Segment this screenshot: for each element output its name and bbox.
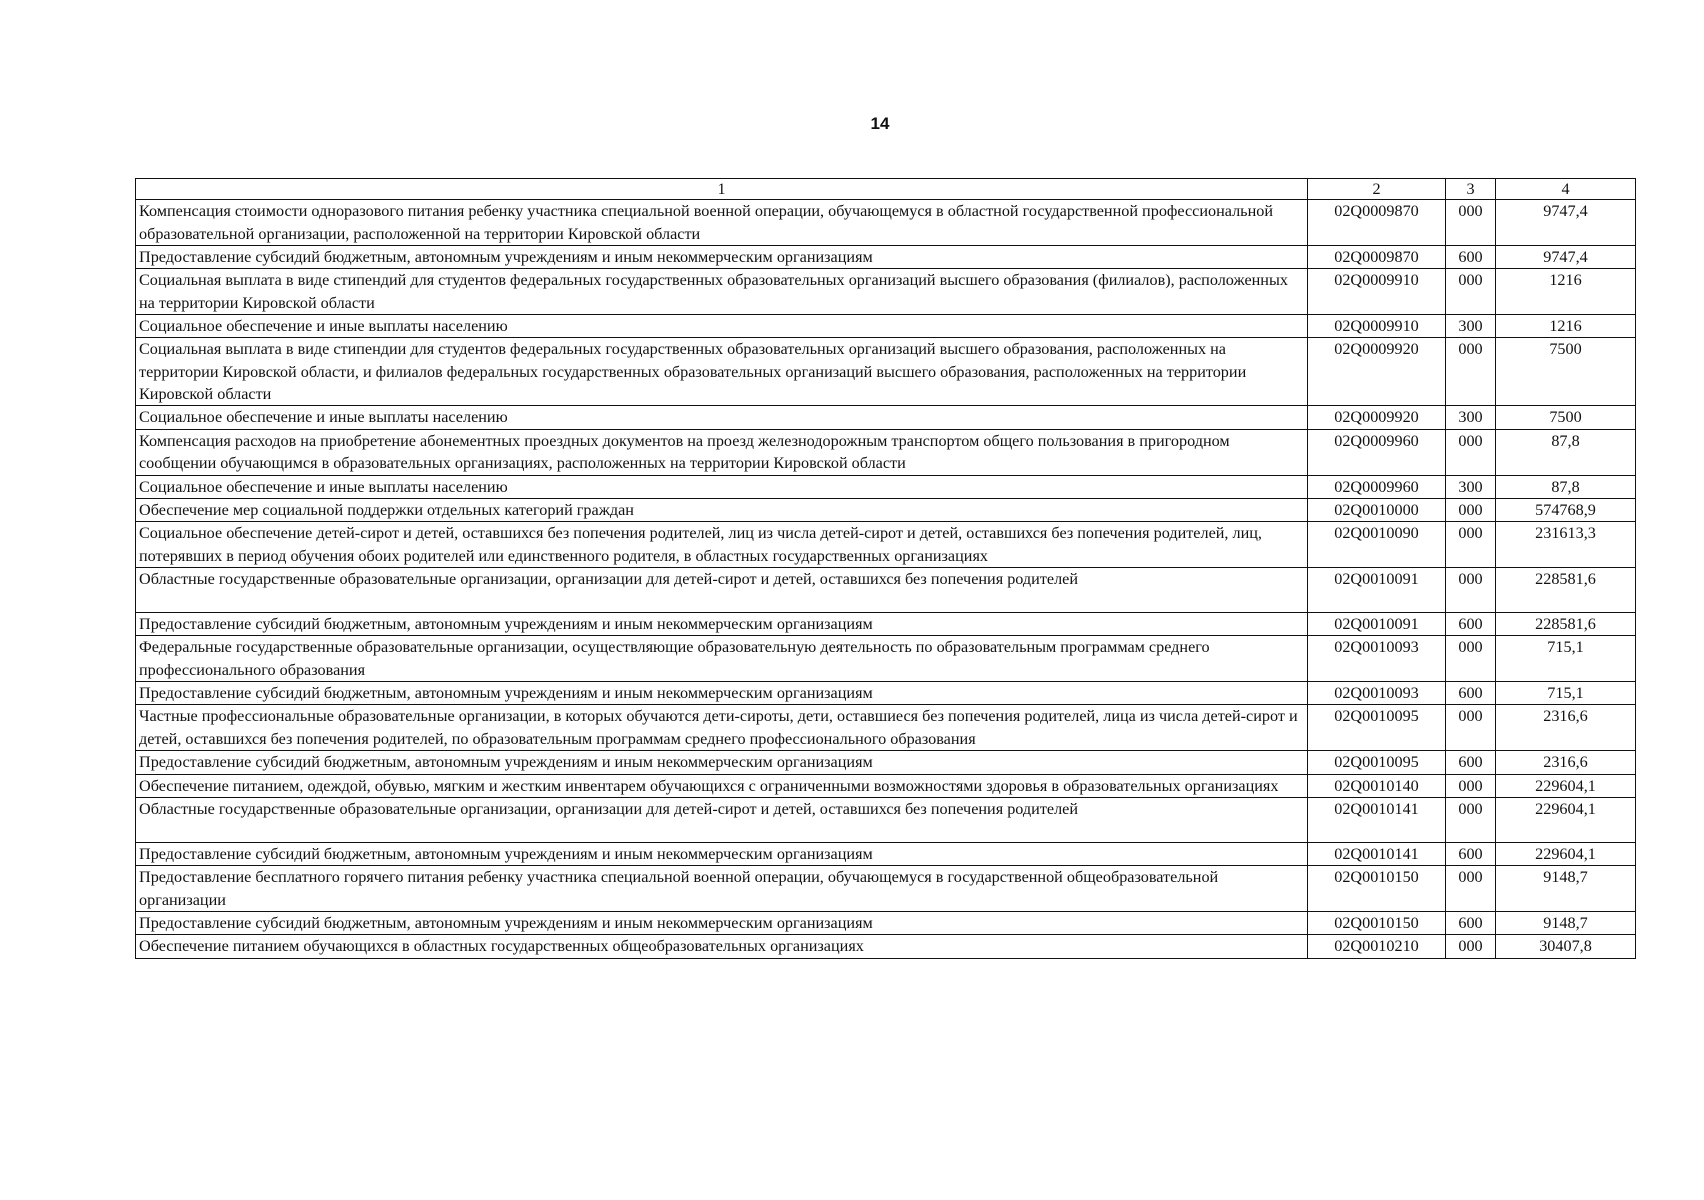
row-amount: 715,1	[1496, 682, 1636, 705]
table-row	[136, 705, 1636, 751]
table-row	[136, 613, 1636, 636]
row-amount: 228581,6	[1496, 613, 1636, 636]
row-code: 02Q0009870	[1308, 200, 1446, 246]
table-row	[136, 245, 1636, 268]
row-kind: 600	[1446, 911, 1496, 934]
header-col-2: 2	[1308, 179, 1446, 200]
row-name: Предоставление субсидий бюджетным, автономным учреждениям и иным некоммерческим организациям	[136, 751, 1308, 774]
row-name: Компенсация стоимости одноразового питания ребенку участника специальной военной операции, обучающемуся в областной государственной профессиональной образовательной организации, расположенной на территории Кировской области	[136, 200, 1308, 246]
row-kind: 000	[1446, 935, 1496, 958]
row-code: 02Q0010095	[1308, 705, 1446, 751]
row-code: 02Q0009920	[1308, 338, 1446, 406]
row-code: 02Q0009960	[1308, 429, 1446, 475]
row-code: 02Q0010141	[1308, 842, 1446, 865]
row-name: Предоставление бесплатного горячего питания ребенку участника специальной военной операции, обучающемуся в государственной общеобразовательной организации	[136, 866, 1308, 912]
row-amount: 2316,6	[1496, 751, 1636, 774]
row-code: 02Q0009960	[1308, 475, 1446, 498]
row-name: Социальное обеспечение и иные выплаты населению	[136, 475, 1308, 498]
row-name: Социальное обеспечение и иные выплаты населению	[136, 315, 1308, 338]
row-amount: 229604,1	[1496, 842, 1636, 865]
row-name: Социальное обеспечение детей-сирот и детей, оставшихся без попечения родителей, лиц из числа детей-сирот и детей, оставшихся без попечения родителей, лиц, потерявших в период обучения обоих родителей или единственного родителя, в областных государственных организациях	[136, 522, 1308, 568]
row-code: 02Q0010091	[1308, 568, 1446, 613]
row-amount: 228581,6	[1496, 568, 1636, 613]
row-amount: 715,1	[1496, 636, 1636, 682]
row-name: Компенсация расходов на приобретение абонементных проездных документов на проезд железнодорожным транспортом общего пользования в пригородном сообщении обучающимся в образовательных организациях, расположенных на территории Кировской области	[136, 429, 1308, 475]
header-col-4: 4	[1496, 179, 1636, 200]
row-kind: 600	[1446, 682, 1496, 705]
row-amount: 87,8	[1496, 429, 1636, 475]
table-row	[136, 315, 1636, 338]
row-name: Частные профессиональные образовательные организации, в которых обучаются дети-сироты, дети, оставшиеся без попечения родителей, лица из числа детей-сирот и детей, оставшихся без попечения родителей, по образовательным программам среднего профессионального образования	[136, 705, 1308, 751]
row-code: 02Q0010150	[1308, 866, 1446, 912]
table-row	[136, 429, 1636, 475]
header-col-3: 3	[1446, 179, 1496, 200]
row-name: Предоставление субсидий бюджетным, автономным учреждениям и иным некоммерческим организациям	[136, 842, 1308, 865]
table-row	[136, 774, 1636, 797]
row-kind: 000	[1446, 705, 1496, 751]
table-row	[136, 935, 1636, 958]
row-code: 02Q0010140	[1308, 774, 1446, 797]
row-code: 02Q0009910	[1308, 269, 1446, 315]
row-code: 02Q0010093	[1308, 636, 1446, 682]
row-kind: 000	[1446, 429, 1496, 475]
row-name: Обеспечение питанием, одеждой, обувью, мягким и жестким инвентарем обучающихся с ограниченными возможностями здоровья в образовательных организациях	[136, 774, 1308, 797]
row-code: 02Q0009870	[1308, 245, 1446, 268]
row-code: 02Q0010091	[1308, 613, 1446, 636]
row-kind: 600	[1446, 751, 1496, 774]
table-row	[136, 636, 1636, 682]
table-row	[136, 200, 1636, 246]
row-amount: 1216	[1496, 269, 1636, 315]
table-row	[136, 475, 1636, 498]
row-kind: 600	[1446, 245, 1496, 268]
table-row	[136, 682, 1636, 705]
row-kind: 000	[1446, 636, 1496, 682]
table-row	[136, 911, 1636, 934]
row-code: 02Q0010095	[1308, 751, 1446, 774]
row-name: Предоставление субсидий бюджетным, автономным учреждениям и иным некоммерческим организациям	[136, 911, 1308, 934]
header-row	[136, 179, 1636, 200]
row-name: Областные государственные образовательные организации, организации для детей-сирот и детей, оставшихся без попечения родителей	[136, 568, 1308, 613]
row-amount: 9148,7	[1496, 911, 1636, 934]
row-kind: 600	[1446, 613, 1496, 636]
row-name: Федеральные государственные образовательные организации, осуществляющие образовательную деятельность по образовательным программам среднего профессионального образования	[136, 636, 1308, 682]
row-name: Обеспечение питанием обучающихся в областных государственных общеобразовательных организациях	[136, 935, 1308, 958]
row-name: Социальная выплата в виде стипендии для студентов федеральных государственных образовательных организаций высшего образования, расположенных на территории Кировской области, и филиалов федеральных государственных образовательных организаций высшего образования, расположенных на территории Кировской области	[136, 338, 1308, 406]
row-amount: 574768,9	[1496, 498, 1636, 521]
row-amount: 1216	[1496, 315, 1636, 338]
row-name: Предоставление субсидий бюджетным, автономным учреждениям и иным некоммерческим организациям	[136, 682, 1308, 705]
table-row	[136, 751, 1636, 774]
row-amount: 87,8	[1496, 475, 1636, 498]
row-name: Предоставление субсидий бюджетным, автономным учреждениям и иным некоммерческим организациям	[136, 613, 1308, 636]
table-row	[136, 568, 1636, 613]
table-row	[136, 269, 1636, 315]
row-amount: 30407,8	[1496, 935, 1636, 958]
row-amount: 9747,4	[1496, 245, 1636, 268]
table-row	[136, 498, 1636, 521]
row-kind: 600	[1446, 842, 1496, 865]
row-amount: 229604,1	[1496, 774, 1636, 797]
row-kind: 000	[1446, 338, 1496, 406]
table-row	[136, 338, 1636, 406]
row-kind: 000	[1446, 797, 1496, 842]
row-kind: 000	[1446, 774, 1496, 797]
table-row	[136, 842, 1636, 865]
row-name: Обеспечение мер социальной поддержки отдельных категорий граждан	[136, 498, 1308, 521]
row-name: Областные государственные образовательные организации, организации для детей-сирот и детей, оставшихся без попечения родителей	[136, 797, 1308, 842]
row-amount: 9148,7	[1496, 866, 1636, 912]
row-amount: 7500	[1496, 406, 1636, 429]
row-code: 02Q0009910	[1308, 315, 1446, 338]
row-code: 02Q0010093	[1308, 682, 1446, 705]
row-amount: 9747,4	[1496, 200, 1636, 246]
row-code: 02Q0010210	[1308, 935, 1446, 958]
row-amount: 7500	[1496, 338, 1636, 406]
row-code: 02Q0010141	[1308, 797, 1446, 842]
row-amount: 231613,3	[1496, 522, 1636, 568]
row-kind: 300	[1446, 406, 1496, 429]
row-code: 02Q0010000	[1308, 498, 1446, 521]
row-amount: 229604,1	[1496, 797, 1636, 842]
row-kind: 300	[1446, 315, 1496, 338]
row-code: 02Q0010090	[1308, 522, 1446, 568]
row-kind: 000	[1446, 568, 1496, 613]
table-row	[136, 797, 1636, 842]
row-kind: 000	[1446, 522, 1496, 568]
row-name: Социальное обеспечение и иные выплаты населению	[136, 406, 1308, 429]
row-kind: 000	[1446, 200, 1496, 246]
table-row	[136, 866, 1636, 912]
row-amount: 2316,6	[1496, 705, 1636, 751]
row-code: 02Q0009920	[1308, 406, 1446, 429]
table-row	[136, 406, 1636, 429]
header-col-1: 1	[136, 179, 1308, 200]
row-kind: 000	[1446, 866, 1496, 912]
page-number: 14	[870, 114, 890, 133]
row-kind: 000	[1446, 269, 1496, 315]
row-name: Социальная выплата в виде стипендий для студентов федеральных государственных образовательных организаций высшего образования (филиалов), расположенных на территории Кировской области	[136, 269, 1308, 315]
row-name: Предоставление субсидий бюджетным, автономным учреждениям и иным некоммерческим организациям	[136, 245, 1308, 268]
budget-table	[135, 178, 1636, 959]
row-code: 02Q0010150	[1308, 911, 1446, 934]
row-kind: 000	[1446, 498, 1496, 521]
table-row	[136, 522, 1636, 568]
row-kind: 300	[1446, 475, 1496, 498]
